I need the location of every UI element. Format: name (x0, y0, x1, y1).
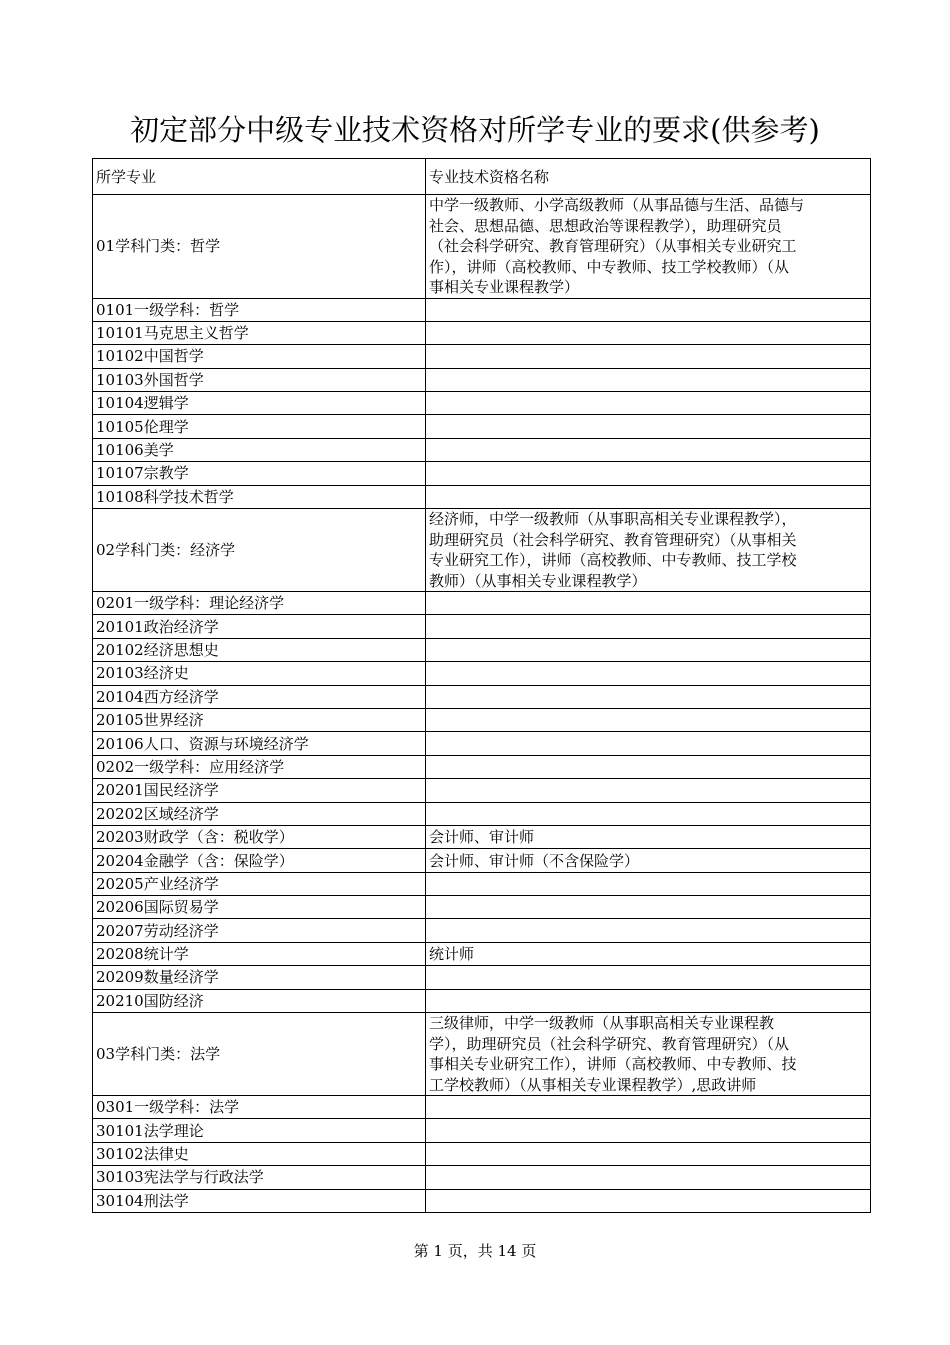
qualification-cell (426, 825, 871, 848)
table-row (93, 415, 871, 438)
qualification-cell (426, 872, 871, 895)
major-cell: 20205产业经济学 (93, 872, 426, 895)
table-row (93, 1013, 871, 1096)
qualification-cell (426, 485, 871, 508)
table-row (93, 919, 871, 942)
qualification-cell (426, 802, 871, 825)
table-row (93, 438, 871, 461)
table-row (93, 779, 871, 802)
qualification-cell (426, 966, 871, 989)
major-cell: 20104西方经济学 (93, 685, 426, 708)
requirements-table (92, 158, 871, 1213)
qualification-cell (426, 638, 871, 661)
table-row (93, 1189, 871, 1212)
qualification-line: 社会、思想品德、思想政治等课程教学），助理研究员 (429, 216, 782, 235)
qualification-cell (426, 462, 871, 485)
major-cell: 20103经济史 (93, 662, 426, 685)
table-row (93, 966, 871, 989)
major-cell: 10102中国哲学 (93, 345, 426, 368)
table-row (93, 989, 871, 1012)
qualification-line: 会计师、审计师 (429, 828, 535, 847)
qualification-cell (426, 849, 871, 872)
qualification-line: 中学一级教师、小学高级教师（从事品德与生活、品德与 (429, 196, 805, 214)
major-cell: 20106人口、资源与环境经济学 (93, 732, 426, 755)
qualification-cell (426, 896, 871, 919)
table-row (93, 345, 871, 368)
table-row (93, 615, 871, 638)
major-cell: 30103宪法学与行政法学 (93, 1166, 426, 1189)
major-cell: 10108科学技术哲学 (93, 485, 426, 508)
major-cell: 20102经济思想史 (93, 638, 426, 661)
table-row (93, 872, 871, 895)
table-row (93, 708, 871, 731)
table-row (93, 825, 871, 848)
qualification-cell (426, 779, 871, 802)
page-title: 初定部分中级专业技术资格对所学专业的要求(供参考) (130, 113, 820, 147)
table-row (93, 392, 871, 415)
qualification-line: 事相关专业课程教学） (429, 278, 580, 296)
major-cell: 20209数量经济学 (93, 966, 426, 989)
table-row (93, 755, 871, 778)
table-row (93, 509, 871, 592)
major-cell: 20210国防经济 (93, 989, 426, 1012)
qualification-line: 工学校教师）（从事相关专业课程教学）,思政讲师 (429, 1075, 757, 1094)
table-row (93, 732, 871, 755)
qualification-cell (426, 392, 871, 415)
major-cell: 20105世界经济 (93, 708, 426, 731)
qualification-line: 统计师 (429, 945, 475, 964)
major-cell: 0202一级学科：应用经济学 (93, 755, 426, 778)
qualification-cell (426, 1096, 871, 1119)
table-row (93, 662, 871, 685)
table-row (93, 896, 871, 919)
table-header-row (93, 159, 871, 195)
table-row (93, 849, 871, 872)
qualification-cell (426, 755, 871, 778)
table-row (93, 368, 871, 391)
table-row (93, 485, 871, 508)
table-row (93, 1166, 871, 1189)
qualification-cell (426, 1142, 871, 1165)
qualification-line: 作），讲师（高校教师、中专教师、技工学校教师）（从 (429, 257, 790, 276)
qualification-line: 学），助理研究员（社会科学研究、教育管理研究）（从 (429, 1034, 790, 1053)
qualification-cell (426, 592, 871, 615)
major-cell: 0301一级学科：法学 (93, 1096, 426, 1119)
table-row (93, 195, 871, 299)
major-cell: 10107宗教学 (93, 462, 426, 485)
qualification-cell (426, 1166, 871, 1189)
major-cell: 10105伦理学 (93, 415, 426, 438)
qualification-cell (426, 989, 871, 1012)
table-row (93, 592, 871, 615)
table-row (93, 462, 871, 485)
major-cell: 03学科门类：法学 (93, 1013, 426, 1096)
major-cell: 02学科门类：经济学 (93, 509, 426, 592)
qualification-line: 三级律师，中学一级教师（从事职高相关专业课程教 (429, 1014, 775, 1033)
page-footer: 第 1 页，共 14 页 (413, 1242, 537, 1260)
table-row (93, 298, 871, 321)
major-cell: 30102法律史 (93, 1142, 426, 1165)
major-cell: 0101一级学科：哲学 (93, 298, 426, 321)
qualification-line: 经济师，中学一级教师（从事职高相关专业课程教学）， (429, 510, 797, 529)
major-cell: 20203财政学（含：税收学） (93, 825, 426, 848)
major-cell: 10106美学 (93, 438, 426, 461)
qualification-cell (426, 919, 871, 942)
major-cell: 20208统计学 (93, 942, 426, 965)
qualification-cell (426, 615, 871, 638)
major-cell: 10104逻辑学 (93, 392, 426, 415)
major-cell: 20201国民经济学 (93, 779, 426, 802)
qualification-cell (426, 708, 871, 731)
major-cell: 20202区域经济学 (93, 802, 426, 825)
table-row (93, 685, 871, 708)
major-cell: 10103外国哲学 (93, 368, 426, 391)
qualification-cell (426, 345, 871, 368)
header-qualification: 专业技术资格名称 (426, 159, 871, 195)
table-row (93, 638, 871, 661)
table-row (93, 1119, 871, 1142)
table-row (93, 1142, 871, 1165)
major-cell: 10101马克思主义哲学 (93, 321, 426, 344)
major-cell: 0201一级学科：理论经济学 (93, 592, 426, 615)
qualification-cell (426, 1013, 871, 1096)
table-row (93, 942, 871, 965)
table-row (93, 1096, 871, 1119)
qualification-cell (426, 368, 871, 391)
qualification-line: 会计师、审计师（不含保险学） (429, 851, 640, 870)
major-cell: 01学科门类：哲学 (93, 195, 426, 299)
qualification-cell (426, 1189, 871, 1212)
qualification-line: 助理研究员（社会科学研究、教育管理研究）（从事相关 (429, 530, 797, 549)
qualification-cell (426, 685, 871, 708)
major-cell: 20207劳动经济学 (93, 919, 426, 942)
qualification-cell (426, 1119, 871, 1142)
qualification-cell (426, 662, 871, 685)
qualification-line: 专业研究工作），讲师（高校教师、中专教师、技工学校 (429, 551, 797, 570)
qualification-cell (426, 732, 871, 755)
header-major: 所学专业 (93, 159, 426, 195)
qualification-line: （社会科学研究、教育管理研究）（从事相关专业研究工 (429, 237, 797, 255)
major-cell: 20204金融学（含：保险学） (93, 849, 426, 872)
table-row (93, 802, 871, 825)
qualification-line: 事相关专业研究工作），讲师（高校教师、中专教师、技 (429, 1055, 797, 1074)
major-cell: 20101政治经济学 (93, 615, 426, 638)
qualification-cell (426, 438, 871, 461)
qualification-line: 教师）（从事相关专业课程教学） (429, 571, 647, 590)
major-cell: 20206国际贸易学 (93, 896, 426, 919)
qualification-cell (426, 195, 871, 299)
qualification-cell (426, 415, 871, 438)
major-cell: 30101法学理论 (93, 1119, 426, 1142)
major-cell: 30104刑法学 (93, 1189, 426, 1212)
qualification-cell (426, 298, 871, 321)
qualification-cell (426, 509, 871, 592)
qualification-cell (426, 942, 871, 965)
table-row (93, 321, 871, 344)
qualification-cell (426, 321, 871, 344)
